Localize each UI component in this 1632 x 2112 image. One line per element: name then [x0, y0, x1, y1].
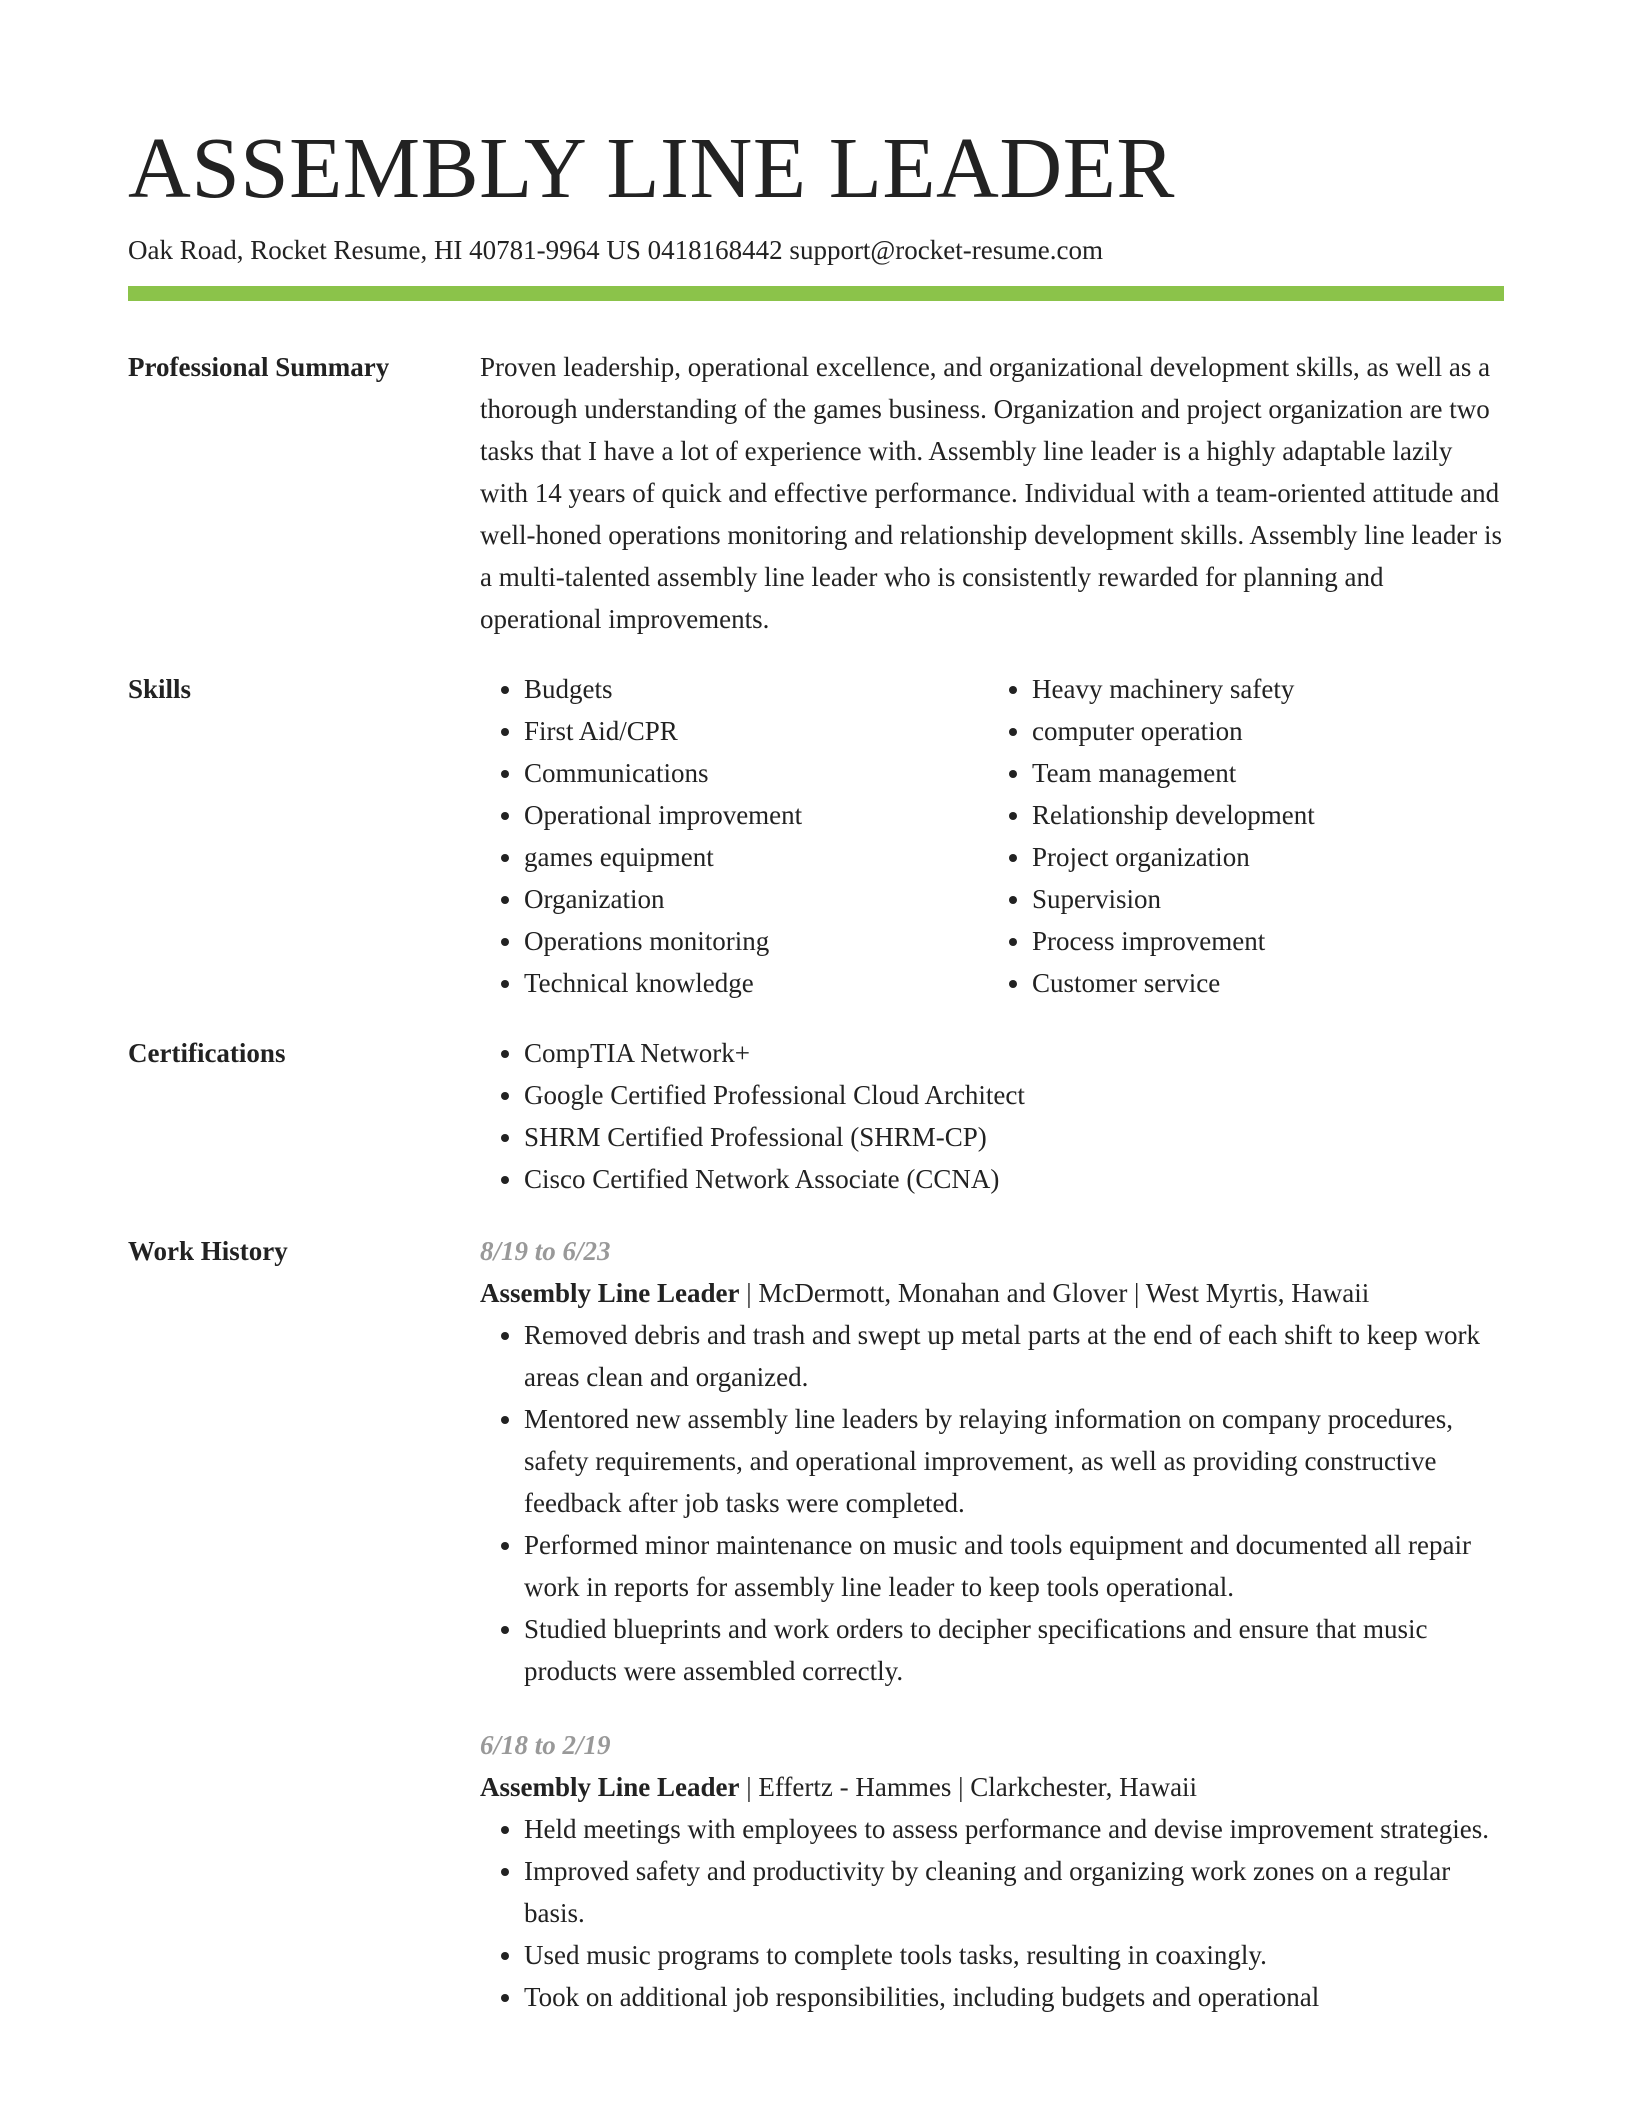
job-duty-item: • Took on additional job responsibilities, including budgets and operational	[524, 1976, 1504, 2018]
summary-text: Proven leadership, operational excellence, and organizational development skills, as well as a thorough understanding of the games business. Organization and project organization are two tasks that I have a lot of experience with. Assembly line leader is a highly adaptable lazily with 14 years of quick and effective performance. Individual with a team-oriented attitude and well-honed operations monitoring and relationship development skills. Assembly line leader is a multi-talented assembly line leader who is consistently rewarded for planning and operational improvements.	[480, 352, 1503, 634]
skill-item: • Budgets	[524, 668, 984, 710]
summary-heading: Professional Summary	[128, 352, 390, 382]
job-duty-item: • Removed debris and trash and swept up metal parts at the end of each shift to keep work areas clean and organized.	[524, 1314, 1504, 1398]
certification-item: • Cisco Certified Network Associate (CCNA)	[524, 1158, 1504, 1200]
job-dates: 6/18 to 2/19	[480, 1730, 611, 1760]
skill-item: • Process improvement	[1032, 920, 1492, 962]
skill-item: • Project organization	[1032, 836, 1492, 878]
skills-heading: Skills	[128, 674, 192, 704]
skill-item: • Relationship development	[1032, 794, 1492, 836]
job-entry	[480, 1724, 1504, 2018]
skill-item: • Customer service	[1032, 962, 1492, 1004]
job-duty-item: • Mentored new assembly line leaders by relaying information on company procedures, safety requirements, and operational improvement, as well as providing constructive feedback after job tasks were completed.	[524, 1398, 1504, 1524]
certifications-body	[480, 1032, 1504, 1200]
work-history-heading: Work History	[128, 1236, 288, 1266]
job-employer-location: | McDermott, Monahan and Glover | West Myrtis, Hawaii	[739, 1278, 1370, 1308]
contact-info: Oak Road, Rocket Resume, HI 40781-9964 US 0418168442 support@rocket-resume.com	[128, 235, 1103, 265]
job-dates: 8/19 to 6/23	[480, 1236, 611, 1266]
summary-body	[480, 346, 1504, 640]
job-duties-list	[480, 1808, 1504, 2018]
job-heading	[480, 1272, 1504, 1314]
certifications-list	[480, 1032, 1504, 1200]
certification-item: • SHRM Certified Professional (SHRM-CP)	[524, 1116, 1504, 1158]
skill-item: • Team management	[1032, 752, 1492, 794]
skill-item: • Communications	[524, 752, 984, 794]
work-history-body	[480, 1230, 1504, 2050]
job-entry	[480, 1230, 1504, 1692]
job-duties-list	[480, 1314, 1504, 1692]
job-heading	[480, 1766, 1504, 1808]
job-duty-item: • Held meetings with employees to assess performance and devise improvement strategies.	[524, 1808, 1504, 1850]
skill-item: • games equipment	[524, 836, 984, 878]
skill-item: • Technical knowledge	[524, 962, 984, 1004]
skill-item: • Heavy machinery safety	[1032, 668, 1492, 710]
skill-item: • computer operation	[1032, 710, 1492, 752]
job-duty-item: • Performed minor maintenance on music and tools equipment and documented all repair work in reports for assembly line leader to keep tools operational.	[524, 1524, 1504, 1608]
skill-item: • Supervision	[1032, 878, 1492, 920]
job-duty-item: • Studied blueprints and work orders to decipher specifications and ensure that music products were assembled correctly.	[524, 1608, 1504, 1692]
skills-body	[480, 668, 1504, 1004]
certification-item: • Google Certified Professional Cloud Architect	[524, 1074, 1504, 1116]
skills-list-left	[480, 668, 984, 1004]
skill-item: • First Aid/CPR	[524, 710, 984, 752]
candidate-name: ASSEMBLY LINE LEADER	[128, 119, 1175, 216]
skills-list-right	[988, 668, 1492, 1004]
job-employer-location: | Effertz - Hammes | Clarkchester, Hawaii	[739, 1772, 1198, 1802]
job-duty-item: • Used music programs to complete tools tasks, resulting in coaxingly.	[524, 1934, 1504, 1976]
certification-item: • CompTIA Network+	[524, 1032, 1504, 1074]
skill-item: • Operations monitoring	[524, 920, 984, 962]
job-title: Assembly Line Leader	[480, 1772, 740, 1802]
skill-item: • Operational improvement	[524, 794, 984, 836]
certifications-heading: Certifications	[128, 1038, 286, 1068]
job-duty-item: • Improved safety and productivity by cleaning and organizing work zones on a regular basis.	[524, 1850, 1504, 1934]
skill-item: • Organization	[524, 878, 984, 920]
header-divider	[128, 286, 1504, 301]
job-title: Assembly Line Leader	[480, 1278, 740, 1308]
